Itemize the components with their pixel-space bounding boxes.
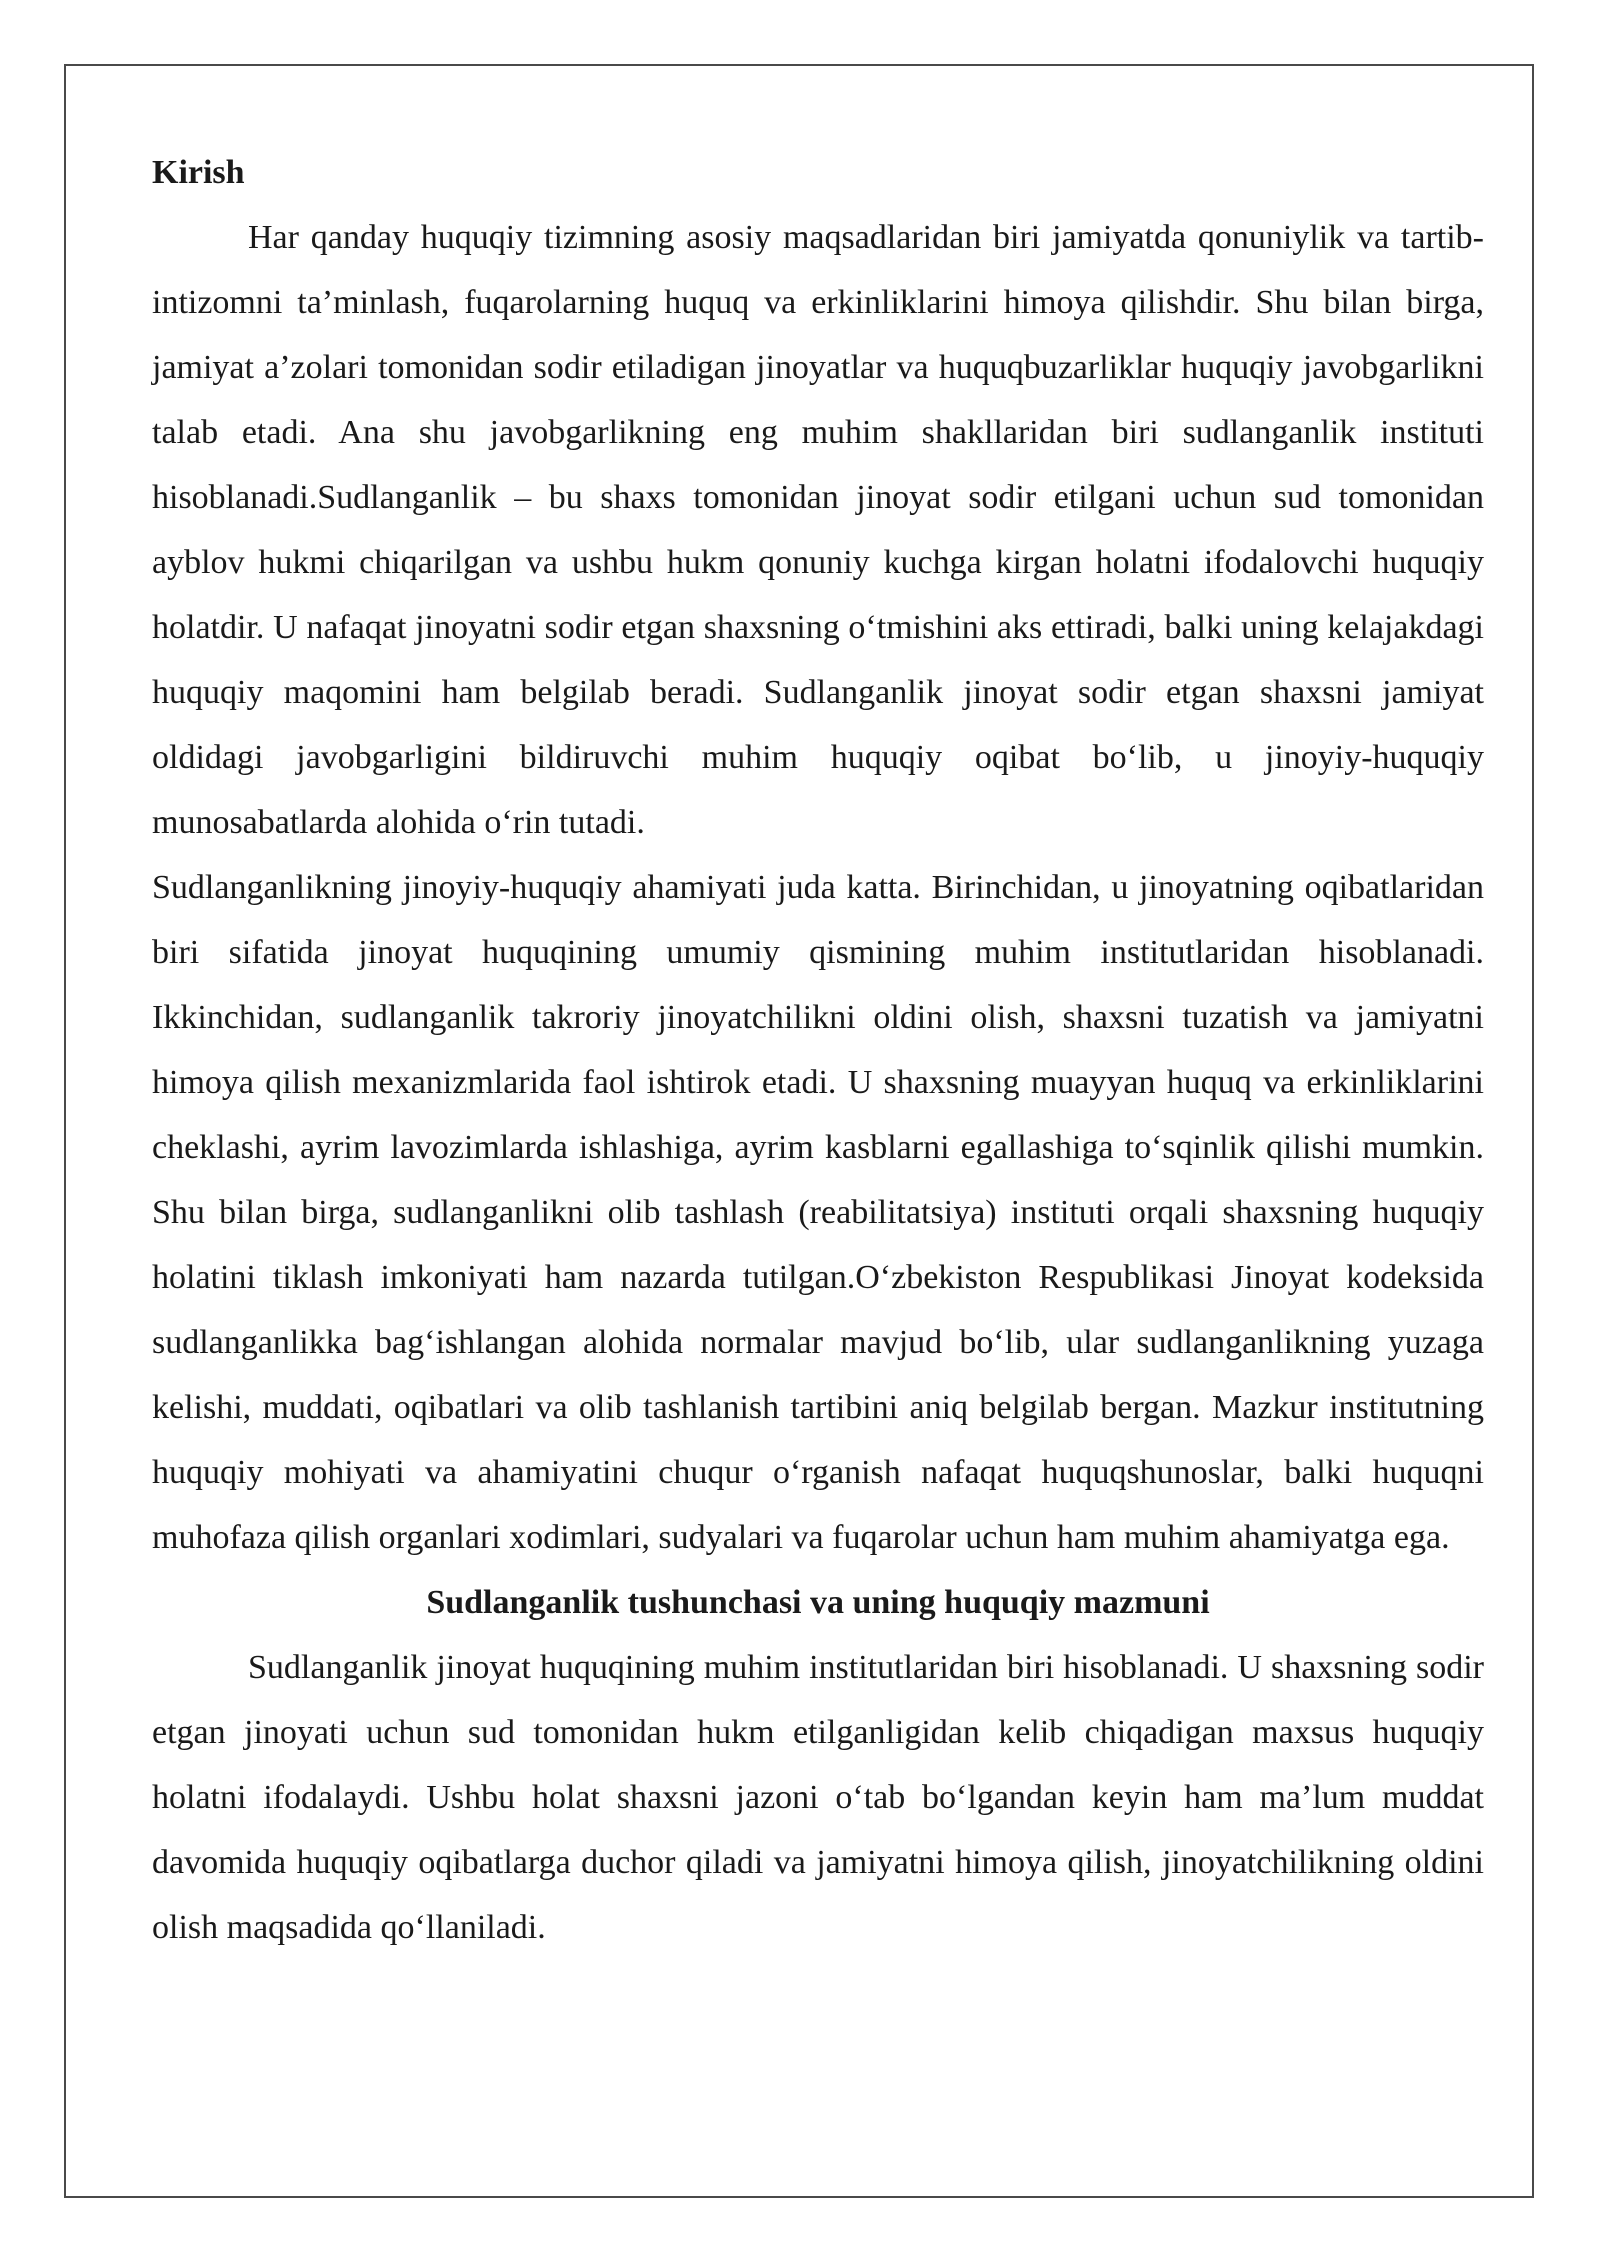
section-heading: Sudlanganlik tushunchasi va uning huquqiy mazmuni: [426, 1584, 1210, 1621]
intro-heading: Kirish: [152, 154, 245, 191]
document-body: [152, 140, 1484, 1960]
section-paragraph: Sudlanganlik jinoyat huquqining muhim institutlaridan biri hisoblanadi. U shaxsning sodir etgan jinoyati uchun sud tomonidan hukm etilganligidan kelib chiqadigan maxsus huquqiy holatni ifodalaydi. Ushbu holat shaxsni jazoni o‘tab bo‘lgandan keyin ham ma’lum muddat davomida huquqiy oqibatlarga duchor qiladi va jamiyatni himoya qilish, jinoyatchilikning oldini olish maqsadida qo‘llaniladi.: [152, 1649, 1484, 1946]
intro-paragraph-2: Sudlanganlikning jinoyiy-huquqiy ahamiyati juda katta. Birinchidan, u jinoyatning oqibatlaridan biri sifatida jinoyat huquqining umumiy qismining muhim institutlaridan hisoblanadi. Ikkinchidan, sudlanganlik takroriy jinoyatchilikni oldini olish, shaxsni tuzatish va jamiyatni himoya qilish mexanizmlarida faol ishtirok etadi. U shaxsning muayyan huquq va erkinliklarini cheklashi, ayrim lavozimlarda ishlashiga, ayrim kasblarni egallashiga to‘sqinlik qilishi mumkin. Shu bilan birga, sudlanganlikni olib tashlash (reabilitatsiya) instituti orqali shaxsning huquqiy holatini tiklash imkoniyati ham nazarda tutilgan.O‘zbekiston Respublikasi Jinoyat kodeksida sudlanganlikka bag‘ishlangan alohida normalar mavjud bo‘lib, ular sudlanganlikning yuzaga kelishi, muddati, oqibatlari va olib tashlanish tartibini aniq belgilab bergan. Mazkur institutning huquqiy mohiyati va ahamiyatini chuqur o‘rganish nafaqat huquqshunoslar, balki huquqni muhofaza qilish organlari xodimlari, sudyalari va fuqarolar uchun ham muhim ahamiyatga ega.: [152, 869, 1484, 1556]
intro-paragraph-1: Har qanday huquqiy tizimning asosiy maqsadlaridan biri jamiyatda qonuniylik va tartib-intizomni ta’minlash, fuqarolarning huquq va erkinliklarini himoya qilishdir. Shu bilan birga, jamiyat a’zolari tomonidan sodir etiladigan jinoyatlar va huquqbuzarliklar huquqiy javobgarlikni talab etadi. Ana shu javobgarlikning eng muhim shakllaridan biri sudlanganlik instituti hisoblanadi.Sudlanganlik – bu shaxs tomonidan jinoyat sodir etilgani uchun sud tomonidan ayblov hukmi chiqarilgan va ushbu hukm qonuniy kuchga kirgan holatni ifodalovchi huquqiy holatdir. U nafaqat jinoyatni sodir etgan shaxsning o‘tmishini aks ettiradi, balki uning kelajakdagi huquqiy maqomini ham belgilab beradi. Sudlanganlik jinoyat sodir etgan shaxsni jamiyat oldidagi javobgarligini bildiruvchi muhim huquqiy oqibat bo‘lib, u jinoyiy-huquqiy munosabatlarda alohida o‘rin tutadi.: [152, 219, 1484, 841]
